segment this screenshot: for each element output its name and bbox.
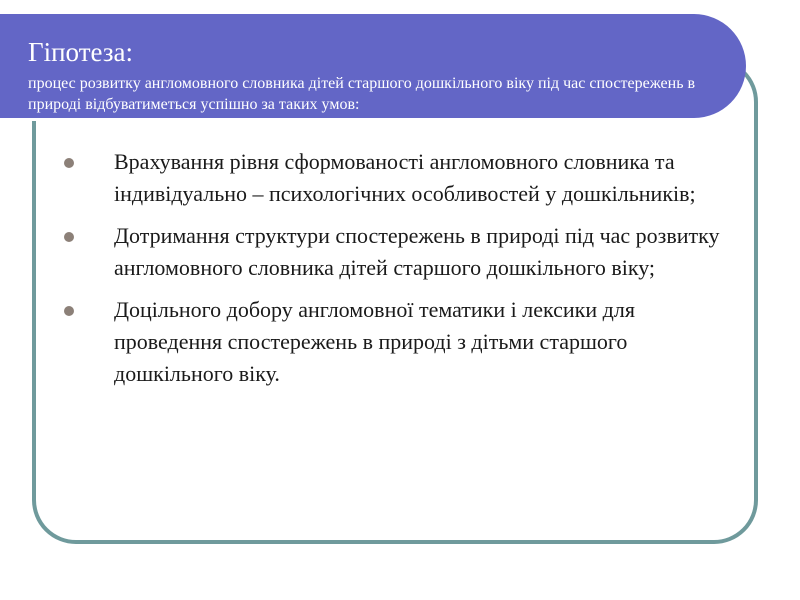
title-underline	[0, 118, 708, 121]
bullet-item	[58, 220, 728, 284]
bullet-dot-icon	[64, 306, 74, 316]
slide-subtitle: процес розвитку англомовного словника дітей старшого дошкільного віку під час спостережень в природі відбуватиметься успішно за таких умов:	[28, 75, 696, 113]
title-bar	[0, 14, 746, 118]
bullet-text: Доцільного добору англомовної тематики і лексики для проведення спостережень в природі з дітьми старшого дошкільного віку.	[114, 297, 635, 386]
bullet-list	[58, 146, 728, 400]
bullet-dot-icon	[64, 232, 74, 242]
bullet-dot-icon	[64, 158, 74, 168]
slide-title: Гіпотеза:	[28, 37, 133, 67]
bullet-item	[58, 146, 728, 210]
bullet-text: Дотримання структури спостережень в природі під час розвитку англомовного словника дітей старшого дошкільного віку;	[114, 223, 720, 280]
bullet-text: Врахування рівня сформованості англомовного словника та індивідуально – психологічних особливостей у дошкільників;	[114, 149, 696, 206]
bullet-item	[58, 294, 728, 390]
